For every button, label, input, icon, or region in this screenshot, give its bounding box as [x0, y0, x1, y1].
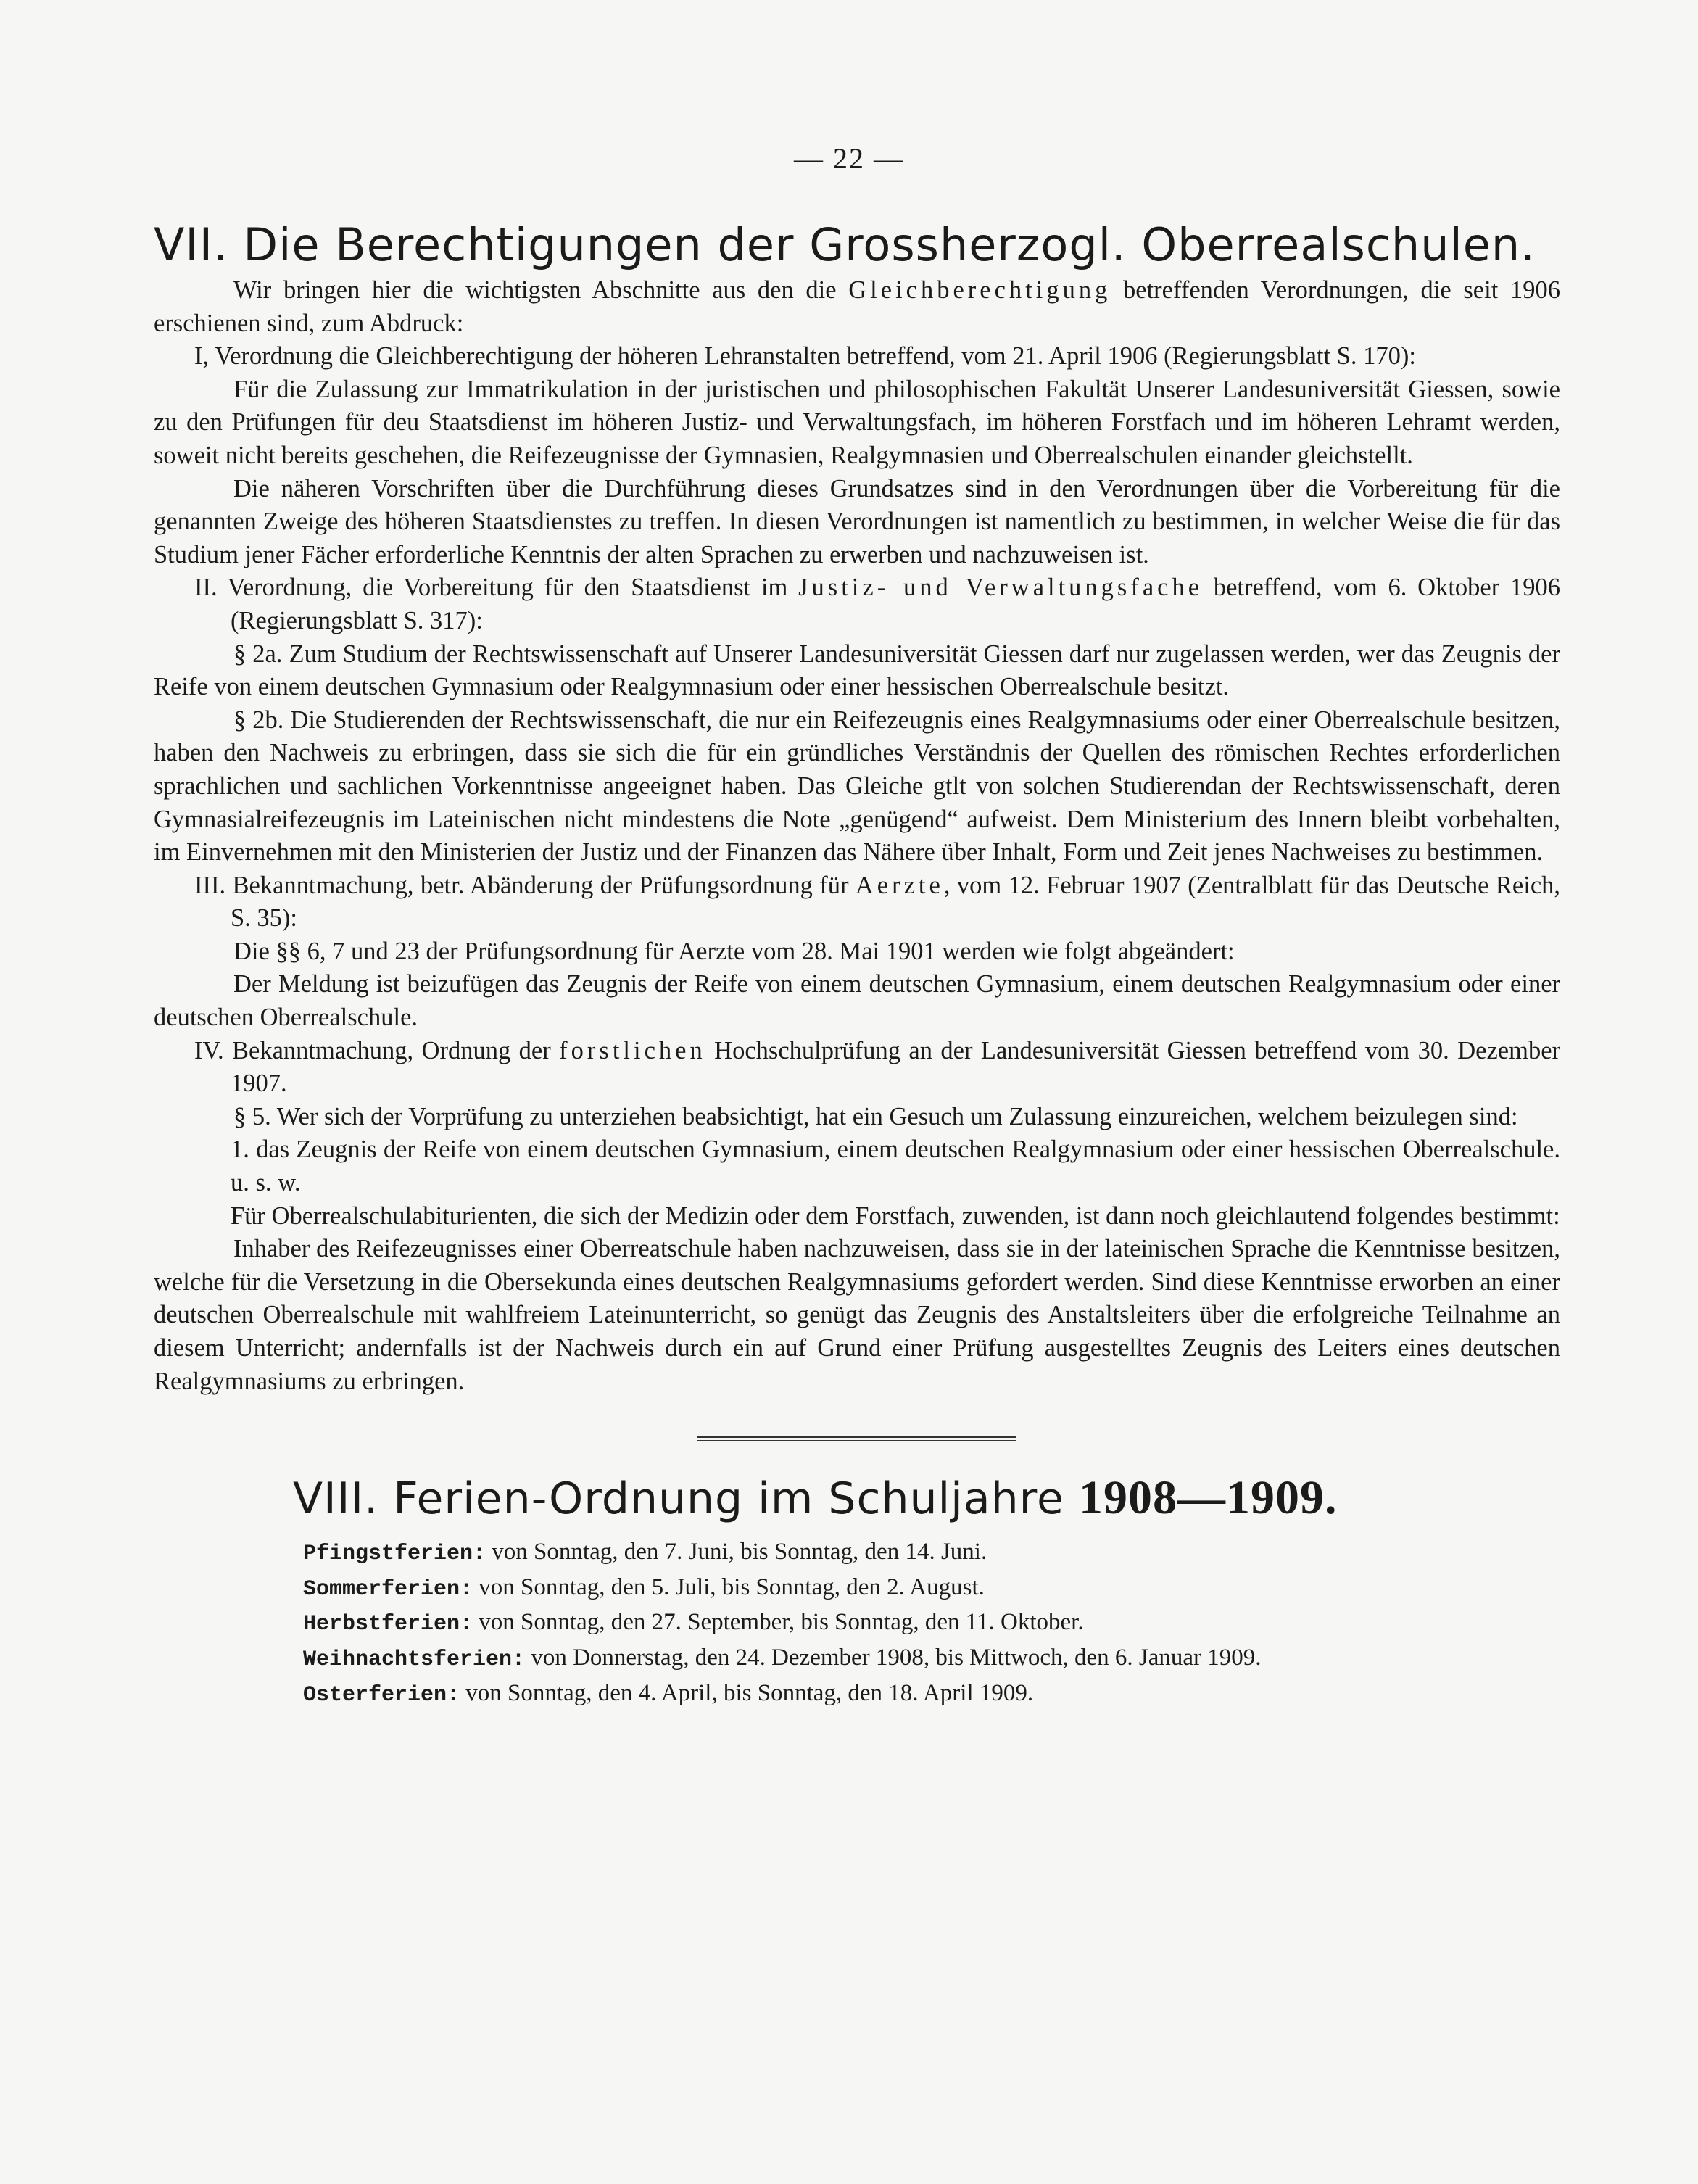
- section-8-heading: VIII. Ferien-Ordnung im Schuljahre 1908—1909.: [293, 1471, 1338, 1525]
- decree-ii-section-2a: § 2a. Zum Studium der Rechtswissenschaft auf Unserer Landesuniversität Giessen darf nur zugelassen werden, wer das Zeugnis der Reife von einem deutschen Gymnasium oder Realgymnasium oder einer hessischen Oberrealschule besitzt.: [154, 640, 1560, 701]
- holiday-row-pentecost: Pfingstferien: von Sonntag, den 7. Juni, bis Sonntag, den 14. Juni.: [303, 1539, 987, 1567]
- decree-i-paragraph-1: Für die Zulassung zur Immatrikulation in der juristischen und philosophischen Fakultät Unserer Landesuniversität Giessen, sowie zu den Prüfungen für deu Staatsdienst im höheren Justiz- und Verwaltungsfach, im höheren Forstfach und im höheren Lehramt werden, soweit nicht bereits geschehen, die Reifezeugnisse der Gymnasien, Realgymnasien und Oberrealschulen einander gleichstellt.: [154, 375, 1560, 469]
- decree-iii-title: III. Bekanntmachung, betr. Abänderung der Prüfungsordnung für Aerzte, vom 12. Februar 1907 (Zentralblatt für das Deutsche Reich, S. 35):: [194, 871, 1561, 932]
- decree-iv-section-5: § 5. Wer sich der Vorprüfung zu unterziehen beabsichtigt, hat ein Gesuch um Zulassung einzureichen, welchem beizulegen sind:: [233, 1102, 1518, 1130]
- section-7-intro: Wir bringen hier die wichtigsten Abschnitte aus den die Gleichberechtigung betreffenden Verordnungen, die seit 1906 erschienen sind, zum Abdruck:: [154, 276, 1560, 337]
- decree-ii-title: II. Verordnung, die Vorbereitung für den Staatsdienst im Justiz- und Verwaltungsfache betreffend, vom 6. Oktober 1906 (Regierungsblatt S. 317):: [194, 574, 1560, 634]
- section-divider: [697, 1436, 1016, 1441]
- decree-iii-paragraph-2: Der Meldung ist beizufügen das Zeugnis der Reife von einem deutschen Gymnasium, einem deutschen Realgymnasium oder einer deutschen Oberrealschule.: [154, 970, 1560, 1032]
- decree-iv-title: IV. Bekanntmachung, Ordnung der forstlichen Hochschulprüfung an der Landesuniversität Giessen betreffend vom 30. Dezember 1907.: [194, 1036, 1560, 1098]
- decree-iv-paragraph-3: Für Oberrealschulabiturienten, die sich der Medizin oder dem Forstfach, zuwenden, ist dann noch gleichlautend folgendes bestimmt:: [231, 1201, 1560, 1230]
- holiday-row-christmas: Weihnachtsferien: von Donnerstag, den 24. Dezember 1908, bis Mittwoch, den 6. Januar 1909.: [303, 1644, 1262, 1672]
- decree-iv-paragraph-4: Inhaber des Reifezeugnisses einer Oberreatschule haben nachzuweisen, dass sie in der lateinischen Sprache die Kenntnisse besitzen, welche für die Versetzung in die Obersekunda eines deutschen Realgymnasiums gefordert werden. Sind diese Kenntnisse erworben an einer deutschen Oberrealschule mit wahlfreiem Lateinunterricht, so genügt das Zeugnis des Anstaltsleiters über die erfolgreiche Teilnahme an diesem Unterricht; andernfalls ist der Nachweis durch ein auf Grund einer Prüfung ausgestelltes Zeugnis des Leiters eines deutschen Realgymnasiums zu erbringen.: [154, 1235, 1560, 1395]
- holiday-row-easter: Osterferien: von Sonntag, den 4. April, bis Sonntag, den 18. April 1909.: [303, 1679, 1034, 1708]
- decree-ii-section-2b: § 2b. Die Studierenden der Rechtswissenschaft, die nur ein Reifezeugnis eines Realgymnasiums oder einer Oberrealschule besitzen, haben den Nachweis zu erbringen, dass sie sich die für ein gründliches Verständnis der Quellen des römischen Rechtes erforderlichen sprachlichen und sachlichen Vorkenntnisse angeeignet haben. Das Gleiche gtlt von solchen Studierendan der Rechtswissenschaft, deren Gymnasialreifezeugnis im Lateinischen nicht mindestens die Note „genügend“ aufweist. Dem Ministerium des Innern bleibt vorbehalten, im Einvernehmen mit den Ministerien der Justiz und der Finanzen das Nähere über Inhalt, Form und Zeit jenes Nachweises zu bestimmen.: [154, 706, 1560, 866]
- holiday-list: [303, 1536, 1560, 1712]
- decree-iii-paragraph-1: Die §§ 6, 7 und 23 der Prüfungsordnung für Aerzte vom 28. Mai 1901 werden wie folgt abgeändert:: [233, 937, 1235, 965]
- page-number: — 22 —: [794, 142, 904, 175]
- holiday-row-summer: Sommerferien: von Sonntag, den 5. Juli, bis Sonntag, den 2. August.: [303, 1573, 985, 1602]
- page-content: [154, 216, 1560, 1712]
- holiday-row-autumn: Herbstferien: von Sonntag, den 27. September, bis Sonntag, den 11. Oktober.: [303, 1609, 1084, 1637]
- decree-i-paragraph-2: Die näheren Vorschriften über die Durchführung dieses Grundsatzes sind in den Verordnungen über die Vorbereitung für die genannten Zweige des höheren Staatsdienstes zu treffen. In diesen Verordnungen ist namentlich zu bestimmen, in welcher Weise die für das Studium jener Fächer erforderliche Kenntnis der alten Sprachen zu erwerben und nachzuweisen ist.: [154, 474, 1560, 568]
- decree-i-title: I, Verordnung die Gleichberechtigung der höheren Lehranstalten betreffend, vom 21. April 1906 (Regierungsblatt S. 170):: [194, 342, 1416, 371]
- section-7-heading: VII. Die Berechtigungen der Grossherzogl. Oberrealschulen.: [154, 218, 1536, 271]
- decree-iv-item-1: 1. das Zeugnis der Reife von einem deutschen Gymnasium, einem deutschen Realgymnasium oder einer hessischen Oberrealschule. u. s. w.: [231, 1136, 1560, 1197]
